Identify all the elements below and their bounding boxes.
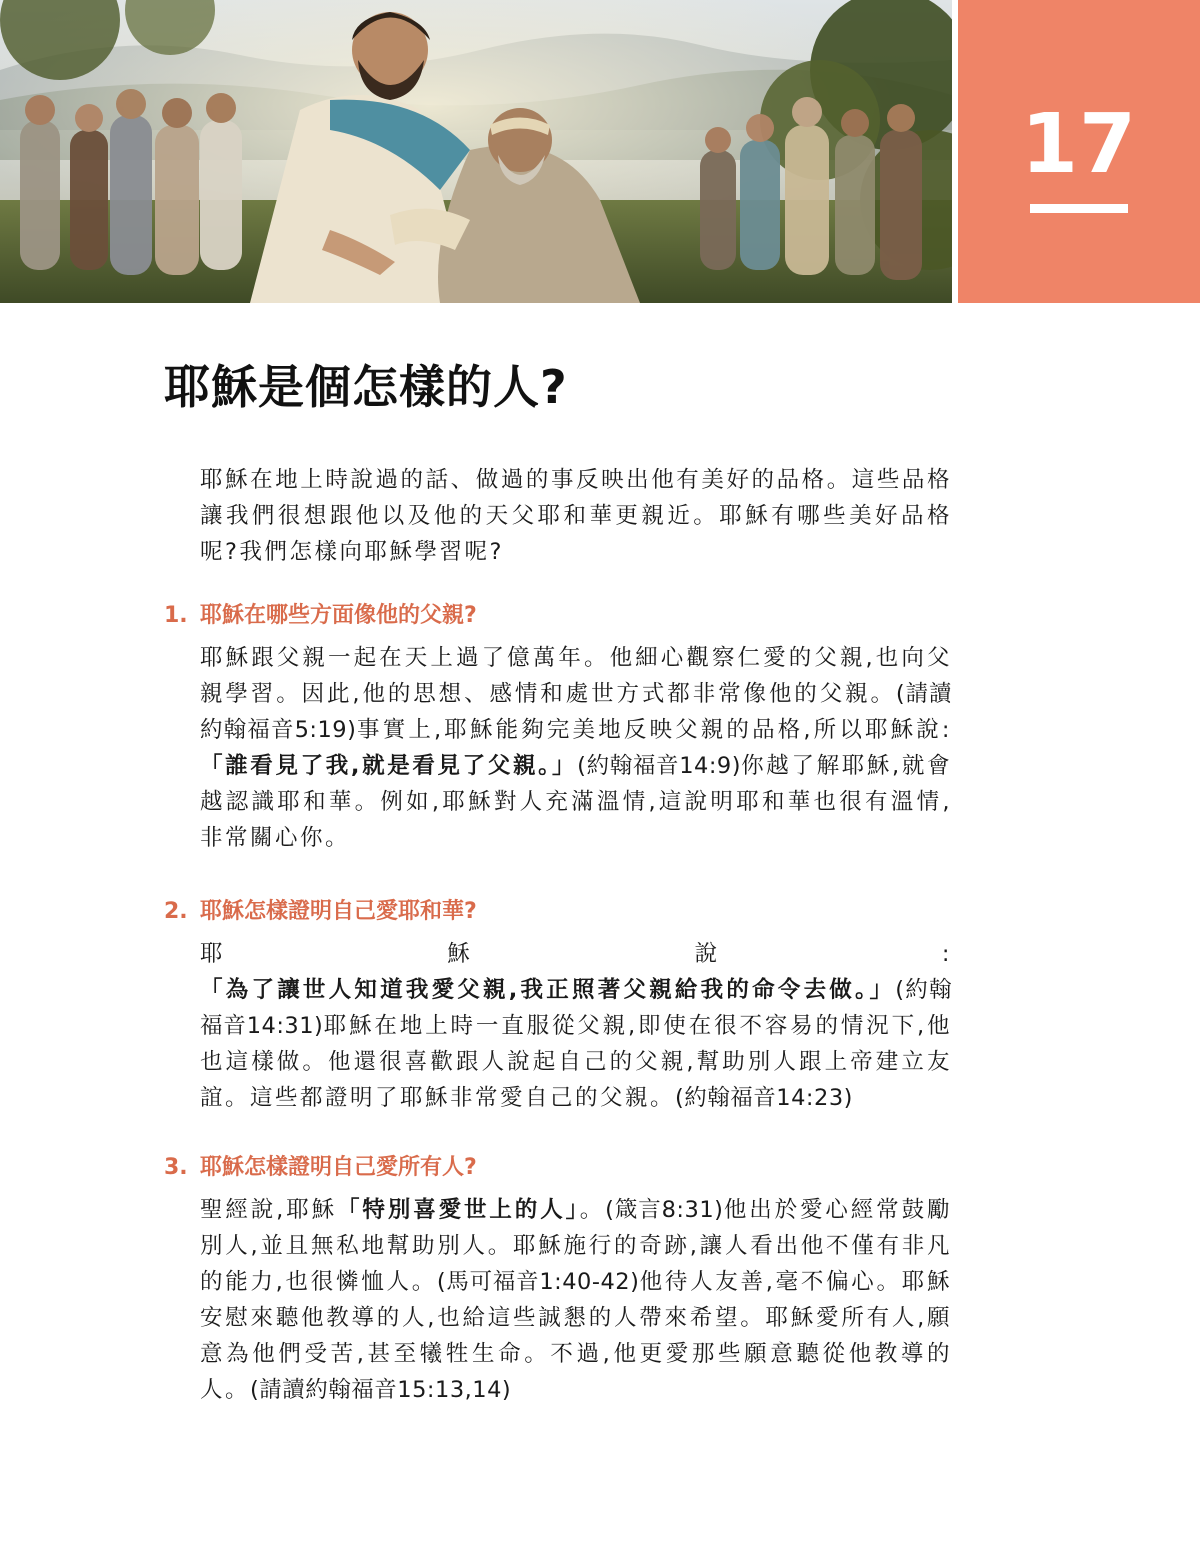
intro-paragraph: 耶穌在地上時說過的話、做過的事反映出他有美好的品格。這些品格讓我們很想跟他以及他的天父耶和華更親近。耶穌有哪些美好品格呢?我們怎樣向耶穌學習呢? xyxy=(200,467,952,565)
lesson-number-underline xyxy=(1030,204,1128,213)
body-text: 你越了解耶穌,就會越認識耶和華。例如,耶穌對人充滿溫情,這說明耶和華也很有溫情,非常關心你。 xyxy=(200,753,952,851)
scripture-quote: 「為了讓世人知道我愛父親,我正照著父親給我的命令去做。」 xyxy=(200,977,896,1003)
question-section-3 xyxy=(164,1150,954,1408)
question-body-2 xyxy=(200,936,952,1116)
question-heading-1 xyxy=(164,598,954,634)
scripture-reference[interactable]: (請讀約翰福音5:19) xyxy=(200,681,953,743)
scripture-reference[interactable]: (約翰福音14:31) xyxy=(200,977,952,1039)
question-section-2 xyxy=(164,894,954,1116)
lesson-hero-image xyxy=(0,0,952,303)
scripture-quote: 「誰看見了我,就是看見了父親。」 xyxy=(200,753,578,779)
question-number: 1. xyxy=(164,603,188,628)
question-text: 耶穌怎樣證明自己愛耶和華? xyxy=(200,899,477,924)
question-text: 耶穌怎樣證明自己愛所有人? xyxy=(200,1155,477,1180)
question-body-1 xyxy=(200,640,952,856)
scripture-reference[interactable]: (約翰福音14:23) xyxy=(675,1085,853,1111)
question-body-3 xyxy=(200,1192,952,1408)
question-number: 2. xyxy=(164,899,188,924)
question-number: 3. xyxy=(164,1155,188,1180)
page-title: 耶穌是個怎樣的人? xyxy=(164,360,568,414)
scripture-reference[interactable]: (約翰福音14:9) xyxy=(577,753,741,779)
question-heading-2 xyxy=(164,894,954,930)
question-section-1 xyxy=(164,598,954,856)
body-text: 事實上,耶穌能夠完美地反映父親的品格,所以耶穌說: xyxy=(356,717,952,743)
body-text: 耶穌在地上時一直服從父親,即使在很不容易的情況下,他也這樣做。他還很喜歡跟人說起自己的父親,幫助別人跟上帝建立友誼。這些都證明了耶穌非常愛自己的父親。 xyxy=(200,1013,952,1111)
lesson-number: 17 xyxy=(1020,97,1138,192)
body-text: 他出於愛心經常鼓勵別人,並且無私地幫助別人。耶穌施行的奇跡,讓人看出他不僅有非凡的能力,也很憐恤人。 xyxy=(200,1197,952,1295)
question-text: 耶穌在哪些方面像他的父親? xyxy=(200,603,477,628)
body-text: 。 xyxy=(579,1197,606,1223)
body-text: 聖經說,耶穌 xyxy=(200,1197,338,1223)
body-text: 耶穌說: xyxy=(200,941,952,967)
body-text: 他待人友善,毫不偏心。耶穌安慰來聽他教導的人,也給這些誠懇的人帶來希望。耶穌愛所有人,願意為他們受苦,甚至犧牲生命。不過,他更愛那些願意聽從他教導的人。 xyxy=(200,1269,952,1403)
body-text: 耶穌跟父親一起在天上過了億萬年。他細心觀察仁愛的父親,也向父親學習。因此,他的思想、感情和處世方式都非常像他的父親。 xyxy=(200,645,952,707)
scripture-reference[interactable]: (請讀約翰福音15:13,14) xyxy=(250,1377,512,1403)
question-heading-3 xyxy=(164,1150,954,1186)
scripture-reference[interactable]: (箴言8:31) xyxy=(605,1197,724,1223)
lesson-number-badge xyxy=(958,0,1200,303)
scripture-quote: 「特別喜愛世上的人」 xyxy=(337,1197,580,1223)
scripture-reference[interactable]: (馬可福音1:40-42) xyxy=(436,1269,640,1295)
